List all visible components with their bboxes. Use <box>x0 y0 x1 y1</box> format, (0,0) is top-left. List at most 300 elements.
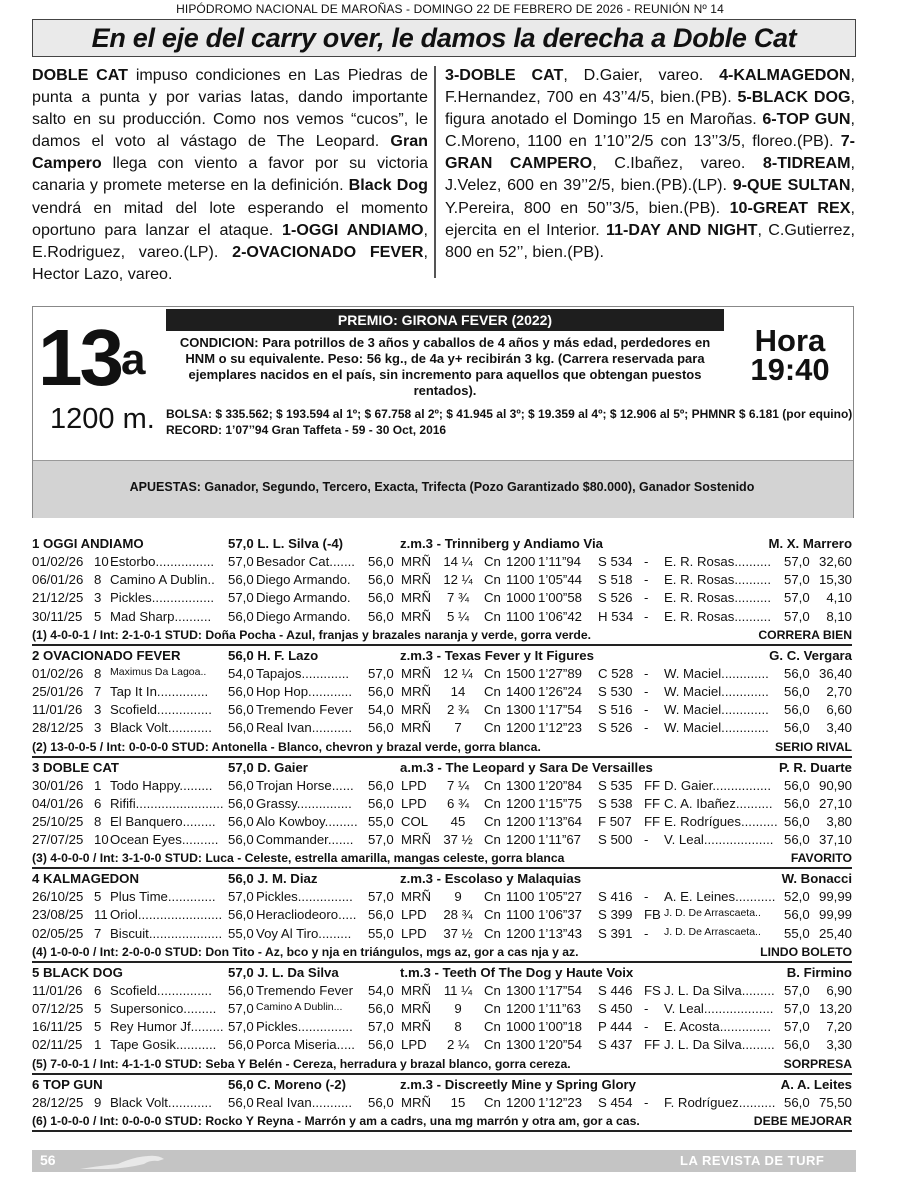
race-mar: 12 ¼ <box>443 665 473 681</box>
race-date: 30/01/26 <box>32 777 84 793</box>
race-dist: 1200 <box>506 832 536 848</box>
race-ff: - <box>644 832 649 848</box>
race-history-row <box>32 702 852 720</box>
race-pos: 1 <box>94 1037 102 1053</box>
horse-name: 1 OGGI ANDIAMO <box>32 536 144 551</box>
race-track: MRÑ <box>401 1094 432 1110</box>
headline: En el eje del carry over, le damos la derecha a Doble Cat <box>91 23 797 53</box>
race-winner: Diego Armando. <box>256 608 351 624</box>
race-date: 16/11/25 <box>32 1019 83 1035</box>
race-cn: Cn <box>484 702 501 718</box>
race-ff: - <box>644 720 649 736</box>
race-history-row <box>32 1095 852 1113</box>
race-number <box>38 313 146 402</box>
race-pos: 8 <box>94 572 102 588</box>
race-div: 15,30 <box>818 572 852 588</box>
race-dist: 1200 <box>506 795 536 811</box>
race-jockey: E. Acosta.............. <box>664 1019 772 1035</box>
race-dist: 1000 <box>506 1019 536 1035</box>
horse-verdict: DEBE MEJORAR <box>753 1113 852 1128</box>
race-div: 25,40 <box>818 925 852 941</box>
race-s: H 534 <box>598 608 634 624</box>
race-jockey: V. Leal................... <box>664 832 774 848</box>
race-ww: 56,0 <box>368 777 394 793</box>
race-history-row <box>32 1001 852 1019</box>
race-w: 56,0 <box>228 907 254 923</box>
race-track: LPD <box>401 907 427 923</box>
race-date: 06/01/26 <box>32 572 84 588</box>
race-mar: 12 ¼ <box>443 572 473 588</box>
race-jockey: F. Rodríguez.......... <box>664 1094 776 1110</box>
race-jockey: W. Maciel............. <box>664 702 769 718</box>
race-div: 3,30 <box>826 1037 852 1053</box>
race-ww: 56,0 <box>368 1001 394 1016</box>
horse-stud: (4) 1-0-0-0 / Int: 2-0-0-0 STUD: Don Tito - Az, bco y nja en triángulos, mgs az, gor a cas nja y az. <box>32 944 579 959</box>
race-time: 1’11”94 <box>538 554 582 569</box>
race-winner: Heracliodeoro..... <box>256 907 357 923</box>
race-jockey: E. R. Rosas.......... <box>664 608 771 624</box>
race-cn: Cn <box>484 1001 501 1016</box>
race-cn: Cn <box>484 665 501 681</box>
race-date: 02/05/25 <box>32 925 84 941</box>
race-horse: Mad Sharp.......... <box>110 608 212 624</box>
horse-verdict: SERIO RIVAL <box>775 739 852 754</box>
race-purse: BOLSA: $ 335.562; $ 193.594 al 1º; $ 67.758 al 2º; $ 41.945 al 3º; $ 19.359 al 4º; $ 12.906 al 5º; PHMNR $ 6.181 (por equino) RECORD: 1’07’’94 Gran Taffeta - 59 - 30 Oct, 2016 <box>166 407 853 437</box>
race-ff: - <box>644 665 649 681</box>
race-mar: 11 ¼ <box>443 982 473 998</box>
race-horse: Oriol....................... <box>110 907 223 923</box>
horse-trainer: M. X. Marrero <box>768 536 852 551</box>
horse-verdict: FAVORITO <box>790 851 852 866</box>
race-track: LPD <box>401 795 427 811</box>
race-jockey: V. Leal................... <box>664 1001 774 1016</box>
race-cn: Cn <box>484 1019 501 1035</box>
page-header: HIPÓDROMO NACIONAL DE MAROÑAS - DOMINGO 22 DE FEBRERO DE 2026 - REUNIÓN Nº 14 <box>176 2 724 16</box>
race-div: 37,10 <box>818 832 852 848</box>
race-s: S 526 <box>598 720 633 736</box>
horse-breed: t.m.3 - Teeth Of The Dog y Haute Voix <box>400 964 634 980</box>
horse-breed: z.m.3 - Escolaso y Malaquias <box>400 871 582 887</box>
race-dist: 1200 <box>506 720 536 736</box>
race-div: 3,80 <box>826 813 852 829</box>
race-jw: 56,0 <box>784 832 810 848</box>
race-history-row <box>32 832 852 850</box>
race-ff: - <box>644 590 649 606</box>
race-cn: Cn <box>484 572 501 588</box>
race-track: MRÑ <box>401 889 432 905</box>
race-winner: Diego Armando. <box>256 590 351 606</box>
race-cn: Cn <box>484 925 501 941</box>
race-div: 3,40 <box>826 720 852 736</box>
race-dist: 1300 <box>506 1037 536 1053</box>
race-ff: - <box>644 608 649 624</box>
race-ww: 54,0 <box>368 702 394 718</box>
horse-breed: a.m.3 - The Leopard y Sara De Versailles <box>400 759 653 775</box>
race-track: MRÑ <box>401 572 432 588</box>
horse-footer <box>32 944 852 963</box>
race-ff: FF <box>644 1037 661 1053</box>
race-winner: Besador Cat....... <box>256 554 355 569</box>
race-jockey: W. Maciel............. <box>664 683 769 699</box>
race-mar: 9 <box>454 1001 462 1016</box>
race-dist: 1200 <box>506 1094 536 1110</box>
horse-logo-icon <box>78 1152 168 1172</box>
race-winner: Alo Kowboy......... <box>256 813 358 829</box>
horse-footer <box>32 739 852 758</box>
race-pos: 9 <box>94 1094 102 1110</box>
race-time: 1’05”44 <box>538 572 582 588</box>
race-div: 32,60 <box>818 554 852 569</box>
race-pos: 7 <box>94 925 102 941</box>
race-date: 30/11/25 <box>32 608 83 624</box>
race-date: 27/07/25 <box>32 832 84 848</box>
race-date: 07/12/25 <box>32 1001 84 1016</box>
race-pos: 11 <box>94 907 108 923</box>
race-jockey: C. A. Ibañez.......... <box>664 795 773 811</box>
race-ff: FF <box>644 777 661 793</box>
race-horse: Plus Time............. <box>110 889 216 905</box>
race-s: S 416 <box>598 889 633 905</box>
horse-weight-jockey: 57,0 L. L. Silva (-4) <box>228 536 344 551</box>
race-div: 90,90 <box>818 777 852 793</box>
race-ff: - <box>644 683 649 699</box>
race-mar: 8 <box>454 1019 462 1035</box>
race-cn: Cn <box>484 889 501 905</box>
race-div: 6,60 <box>826 702 852 718</box>
race-winner: Pickles............... <box>256 889 353 905</box>
race-track: LPD <box>401 777 427 793</box>
race-track: MRÑ <box>401 1019 432 1035</box>
race-jockey: W. Maciel............. <box>664 665 769 681</box>
race-time-value: 19:40 <box>750 352 830 387</box>
race-w: 54,0 <box>228 665 254 681</box>
race-horse: Estorbo................ <box>110 554 215 569</box>
horse-verdict: LINDO BOLETO <box>760 944 852 959</box>
race-pos: 3 <box>94 720 102 736</box>
race-cn: Cn <box>484 1037 501 1053</box>
race-track: MRÑ <box>401 1001 432 1016</box>
horse-header <box>32 758 852 778</box>
race-ww: 57,0 <box>368 1019 394 1035</box>
race-div: 36,40 <box>818 665 852 681</box>
race-div: 99,99 <box>818 889 852 905</box>
race-horse: Black Volt............ <box>110 1094 212 1110</box>
race-s: S 526 <box>598 590 633 606</box>
race-div: 75,50 <box>818 1094 852 1110</box>
race-jw: 56,0 <box>784 1037 810 1053</box>
race-jockey: J. D. De Arrascaeta.. <box>664 907 761 920</box>
race-s: S 534 <box>598 554 633 569</box>
race-w: 56,0 <box>228 813 254 829</box>
race-pos: 6 <box>94 795 102 811</box>
race-pos: 5 <box>94 1001 102 1016</box>
race-w: 57,0 <box>228 1001 254 1016</box>
race-ww: 55,0 <box>368 925 394 941</box>
race-pos: 7 <box>94 683 102 699</box>
race-time: 1’11”67 <box>538 832 582 848</box>
race-jockey: D. Gaier................ <box>664 777 771 793</box>
horse-entry <box>32 963 852 1075</box>
race-jw: 56,0 <box>784 795 810 811</box>
race-mar: 9 <box>454 889 462 905</box>
race-dist: 1400 <box>506 683 536 699</box>
race-winner: Grassy............... <box>256 795 352 811</box>
race-ff: - <box>644 925 649 941</box>
page-number: 56 <box>40 1152 56 1168</box>
race-distance: 1200 m. <box>50 403 155 435</box>
race-jw: 57,0 <box>784 590 810 606</box>
race-ww: 56,0 <box>368 572 394 588</box>
race-pos: 10 <box>94 554 109 569</box>
article-left-column: DOBLE CAT impuso condiciones en Las Piedras de punta a punta y por varias latas, dando importante salto en su producción. Como nos vemos “cucos”, le damos el voto al vástago de The Leopard. Gran Campero llega con viento a favor por su victoria canaria y promete meterse en la definición. Black Dog vendrá en mitad del lote esperando el momento oportuno para lanzar el ataque. 1-OGGI ANDIAMO, E.Rodriguez, vareo.(LP). 2-OVACIONADO FEVER, Hector Lazo, vareo. <box>32 66 429 283</box>
race-w: 56,0 <box>228 720 254 736</box>
horse-stud: (2) 13-0-0-5 / Int: 0-0-0-0 STUD: Antonella - Blanco, chevron y brazal verde, gorra blanca. <box>32 739 541 754</box>
race-date: 01/02/26 <box>32 554 84 569</box>
race-w: 56,0 <box>228 777 254 793</box>
race-date: 25/01/26 <box>32 683 84 699</box>
article-right-column: 3-DOBLE CAT, D.Gaier, vareo. 4-KALMAGEDON, F.Hernandez, 700 en 43’’4/5, bien.(PB). 5-BLACK DOG, figura anotado el Domingo 15 en Maroñas. 6-TOP GUN, C.Moreno, 1100 en 1’10’’2/5 con 13’’3/5, floreo.(PB). 7-GRAN CAMPERO, C.Ibañez, vareo. 8-TIDREAM, J.Velez, 600 en 39’’2/5, bien.(PB).(LP). 9-QUE SULTAN, Y.Pereira, 800 en 50’’3/5, bien.(PB). 10-GREAT REX, ejercita en el Interior. 11-DAY AND NIGHT, C.Gutierrez, 800 en 52’’, bien.(PB). <box>445 66 856 261</box>
race-jockey: E. R. Rosas.......... <box>664 590 771 606</box>
race-cn: Cn <box>484 720 501 736</box>
race-winner: Tremendo Fever <box>256 982 353 998</box>
race-horse: Pickles................. <box>110 590 215 606</box>
race-pos: 1 <box>94 777 102 793</box>
race-ww: 54,0 <box>368 982 394 998</box>
race-history-row <box>32 926 852 944</box>
horse-weight-jockey: 57,0 J. L. Da Silva <box>228 964 339 980</box>
horse-header <box>32 963 852 983</box>
race-horse: Tap It In.............. <box>110 683 209 699</box>
race-history-row <box>32 720 852 738</box>
race-history-row <box>32 814 852 832</box>
race-cn: Cn <box>484 982 501 998</box>
horse-footer <box>32 1056 852 1075</box>
horse-footer <box>32 850 852 869</box>
race-s: S 437 <box>598 1037 633 1053</box>
race-winner: Voy Al Tiro......... <box>256 925 352 941</box>
race-track: MRÑ <box>401 590 432 606</box>
race-ff: FS <box>644 982 661 998</box>
horse-verdict: CORRERA BIEN <box>758 627 852 642</box>
race-cn: Cn <box>484 813 501 829</box>
race-mar: 37 ½ <box>443 925 473 941</box>
race-condition: CONDICION: Para potrillos de 3 años y caballos de 4 años y más edad, perdedores en HNM o su equivalente. Peso: 56 kg., de 4a y+ recibirán 3 kg. (Carrera reservada para ejemplares nacidos en el país, sin incremento para aquellos que obtengan puestos rentados). <box>179 335 711 398</box>
race-track: MRÑ <box>401 608 432 624</box>
race-dist: 1100 <box>506 889 535 905</box>
race-time: 1’00”18 <box>538 1019 582 1035</box>
race-time: 1’27”89 <box>538 665 582 681</box>
horse-entry <box>32 534 852 646</box>
race-pos: 5 <box>94 608 102 624</box>
race-jw: 57,0 <box>784 1019 810 1035</box>
race-ff: FB <box>644 907 661 923</box>
race-date: 02/11/25 <box>32 1037 83 1053</box>
race-w: 56,0 <box>228 1037 254 1053</box>
race-mar: 37 ½ <box>443 832 473 848</box>
race-horse: El Banquero......... <box>110 813 216 829</box>
race-time: 1’20”84 <box>538 777 582 793</box>
race-ff: - <box>644 1019 649 1035</box>
horse-header <box>32 534 852 554</box>
race-s: F 507 <box>598 813 632 829</box>
race-history-row <box>32 983 852 1001</box>
horse-name: 3 DOBLE CAT <box>32 759 119 775</box>
race-div: 99,99 <box>818 907 852 923</box>
race-pos: 5 <box>94 889 102 905</box>
race-ww: 57,0 <box>368 665 394 681</box>
race-time: 1’05”27 <box>538 889 582 905</box>
race-cn: Cn <box>484 554 501 569</box>
race-jw: 56,0 <box>784 665 810 681</box>
race-jw: 57,0 <box>784 1001 810 1016</box>
race-winner: Commander....... <box>256 832 354 848</box>
race-dist: 1300 <box>506 982 536 998</box>
race-s: P 444 <box>598 1019 633 1035</box>
race-mar: 2 ¾ <box>447 702 469 718</box>
race-history-row <box>32 1019 852 1037</box>
race-s: S 454 <box>598 1094 633 1110</box>
race-dist: 1100 <box>506 572 535 588</box>
horse-weight-jockey: 57,0 D. Gaier <box>228 759 308 775</box>
race-cn: Cn <box>484 907 501 923</box>
race-date: 21/12/25 <box>32 590 84 606</box>
race-dist: 1200 <box>506 813 536 829</box>
race-mar: 6 ¾ <box>447 795 469 811</box>
race-dist: 1000 <box>506 590 536 606</box>
race-s: S 399 <box>598 907 633 923</box>
race-winner: Trojan Horse...... <box>256 777 354 793</box>
race-ww: 56,0 <box>368 608 394 624</box>
race-jw: 57,0 <box>784 572 810 588</box>
race-mar: 7 ¼ <box>447 777 469 793</box>
race-ff: - <box>644 889 649 905</box>
horse-weight-jockey: 56,0 J. M. Diaz <box>228 871 318 887</box>
race-ff: FF <box>644 813 661 829</box>
race-jw: 56,0 <box>784 683 810 699</box>
race-horse: Biscuit.................... <box>110 925 223 941</box>
race-time: 1’20”54 <box>538 1037 582 1053</box>
horse-entry <box>32 646 852 758</box>
column-divider <box>434 66 436 278</box>
race-time: 1’11”63 <box>538 1001 582 1016</box>
race-mar: 45 <box>450 813 466 829</box>
race-jw: 55,0 <box>784 925 810 941</box>
race-jockey: E. Rodrígues.......... <box>664 813 778 829</box>
race-jw: 56,0 <box>784 907 810 923</box>
race-pos: 5 <box>94 1019 102 1035</box>
race-jockey: W. Maciel............. <box>664 720 769 736</box>
race-horse: Rey Humor Jf......... <box>110 1019 224 1035</box>
race-w: 56,0 <box>228 795 254 811</box>
race-track: LPD <box>401 1037 427 1053</box>
race-dist: 1200 <box>506 554 536 569</box>
race-history-row <box>32 684 852 702</box>
race-w: 56,0 <box>228 608 254 624</box>
race-jw: 52,0 <box>784 889 810 905</box>
race-ff: - <box>644 702 649 718</box>
race-jockey: E. R. Rosas.......... <box>664 572 771 588</box>
race-track: MRÑ <box>401 832 432 848</box>
race-dist: 1200 <box>506 925 536 941</box>
race-ff: - <box>644 1094 649 1110</box>
race-horse: Scofield............... <box>110 982 212 998</box>
horse-trainer: G. C. Vergara <box>769 647 852 663</box>
horse-entry <box>32 758 852 870</box>
horse-footer <box>32 627 852 646</box>
horse-header <box>32 646 852 666</box>
race-pos: 6 <box>94 982 102 998</box>
horse-header <box>32 869 852 889</box>
race-date: 26/10/25 <box>32 889 84 905</box>
race-ww: 56,0 <box>368 1037 394 1053</box>
race-time: 1’13”43 <box>538 925 582 941</box>
race-ff: - <box>644 572 649 588</box>
race-w: 56,0 <box>228 982 254 998</box>
race-history-row <box>32 572 852 590</box>
horse-name: 5 BLACK DOG <box>32 964 123 980</box>
race-w: 57,0 <box>228 590 254 606</box>
horse-footer <box>32 1113 852 1132</box>
race-s: S 535 <box>598 777 633 793</box>
race-track: MRÑ <box>401 720 432 736</box>
race-cn: Cn <box>484 683 501 699</box>
race-time: 1’06”42 <box>538 608 582 624</box>
headline-box <box>32 19 856 57</box>
race-horse: Black Volt............ <box>110 720 212 736</box>
race-cn: Cn <box>484 1094 501 1110</box>
race-winner: Diego Armando. <box>256 572 351 588</box>
race-cn: Cn <box>484 608 501 624</box>
race-jw: 57,0 <box>784 982 810 998</box>
race-jw: 57,0 <box>784 608 810 624</box>
race-ww: 56,0 <box>368 720 394 736</box>
race-date: 11/01/26 <box>32 702 83 718</box>
race-pos: 8 <box>94 665 102 681</box>
race-horse: Supersonico......... <box>110 1001 217 1016</box>
premio-title: PREMIO: GIRONA FEVER (2022) <box>166 309 724 331</box>
race-ff: FF <box>644 795 661 811</box>
race-div: 6,90 <box>826 982 852 998</box>
race-number-value: 13 <box>38 313 121 402</box>
race-track: MRÑ <box>401 982 432 998</box>
horse-entry <box>32 1075 852 1132</box>
horse-trainer: A. A. Leites <box>780 1076 852 1092</box>
race-time: 1’26”24 <box>538 683 582 699</box>
race-s: C 528 <box>598 665 634 681</box>
race-track: MRÑ <box>401 702 432 718</box>
race-ww: 56,0 <box>368 554 394 569</box>
race-dist: 1500 <box>506 665 536 681</box>
horse-stud: (3) 4-0-0-0 / Int: 3-1-0-0 STUD: Luca - Celeste, estrella amarilla, mangas celeste, gorra blanca <box>32 851 565 866</box>
race-time: 1’17”54 <box>538 982 582 998</box>
race-winner: Hop Hop............ <box>256 683 353 699</box>
race-ww: 57,0 <box>368 889 394 905</box>
horse-weight-jockey: 56,0 C. Moreno (-2) <box>228 1076 346 1092</box>
race-mar: 2 ¼ <box>447 1037 469 1053</box>
race-pos: 10 <box>94 832 109 848</box>
race-mar: 15 <box>450 1094 466 1110</box>
race-s: S 446 <box>598 982 633 998</box>
horse-weight-jockey: 56,0 H. F. Lazo <box>228 647 319 663</box>
race-pos: 3 <box>94 590 102 606</box>
horse-entry <box>32 869 852 963</box>
race-dist: 1200 <box>506 1001 536 1016</box>
horse-breed: z.m.3 - Texas Fever y It Figures <box>400 647 594 663</box>
race-winner: Porca Miseria..... <box>256 1037 355 1053</box>
race-ww: 56,0 <box>368 683 394 699</box>
race-time: 1’06”37 <box>538 907 582 923</box>
race-w: 56,0 <box>228 1094 254 1110</box>
